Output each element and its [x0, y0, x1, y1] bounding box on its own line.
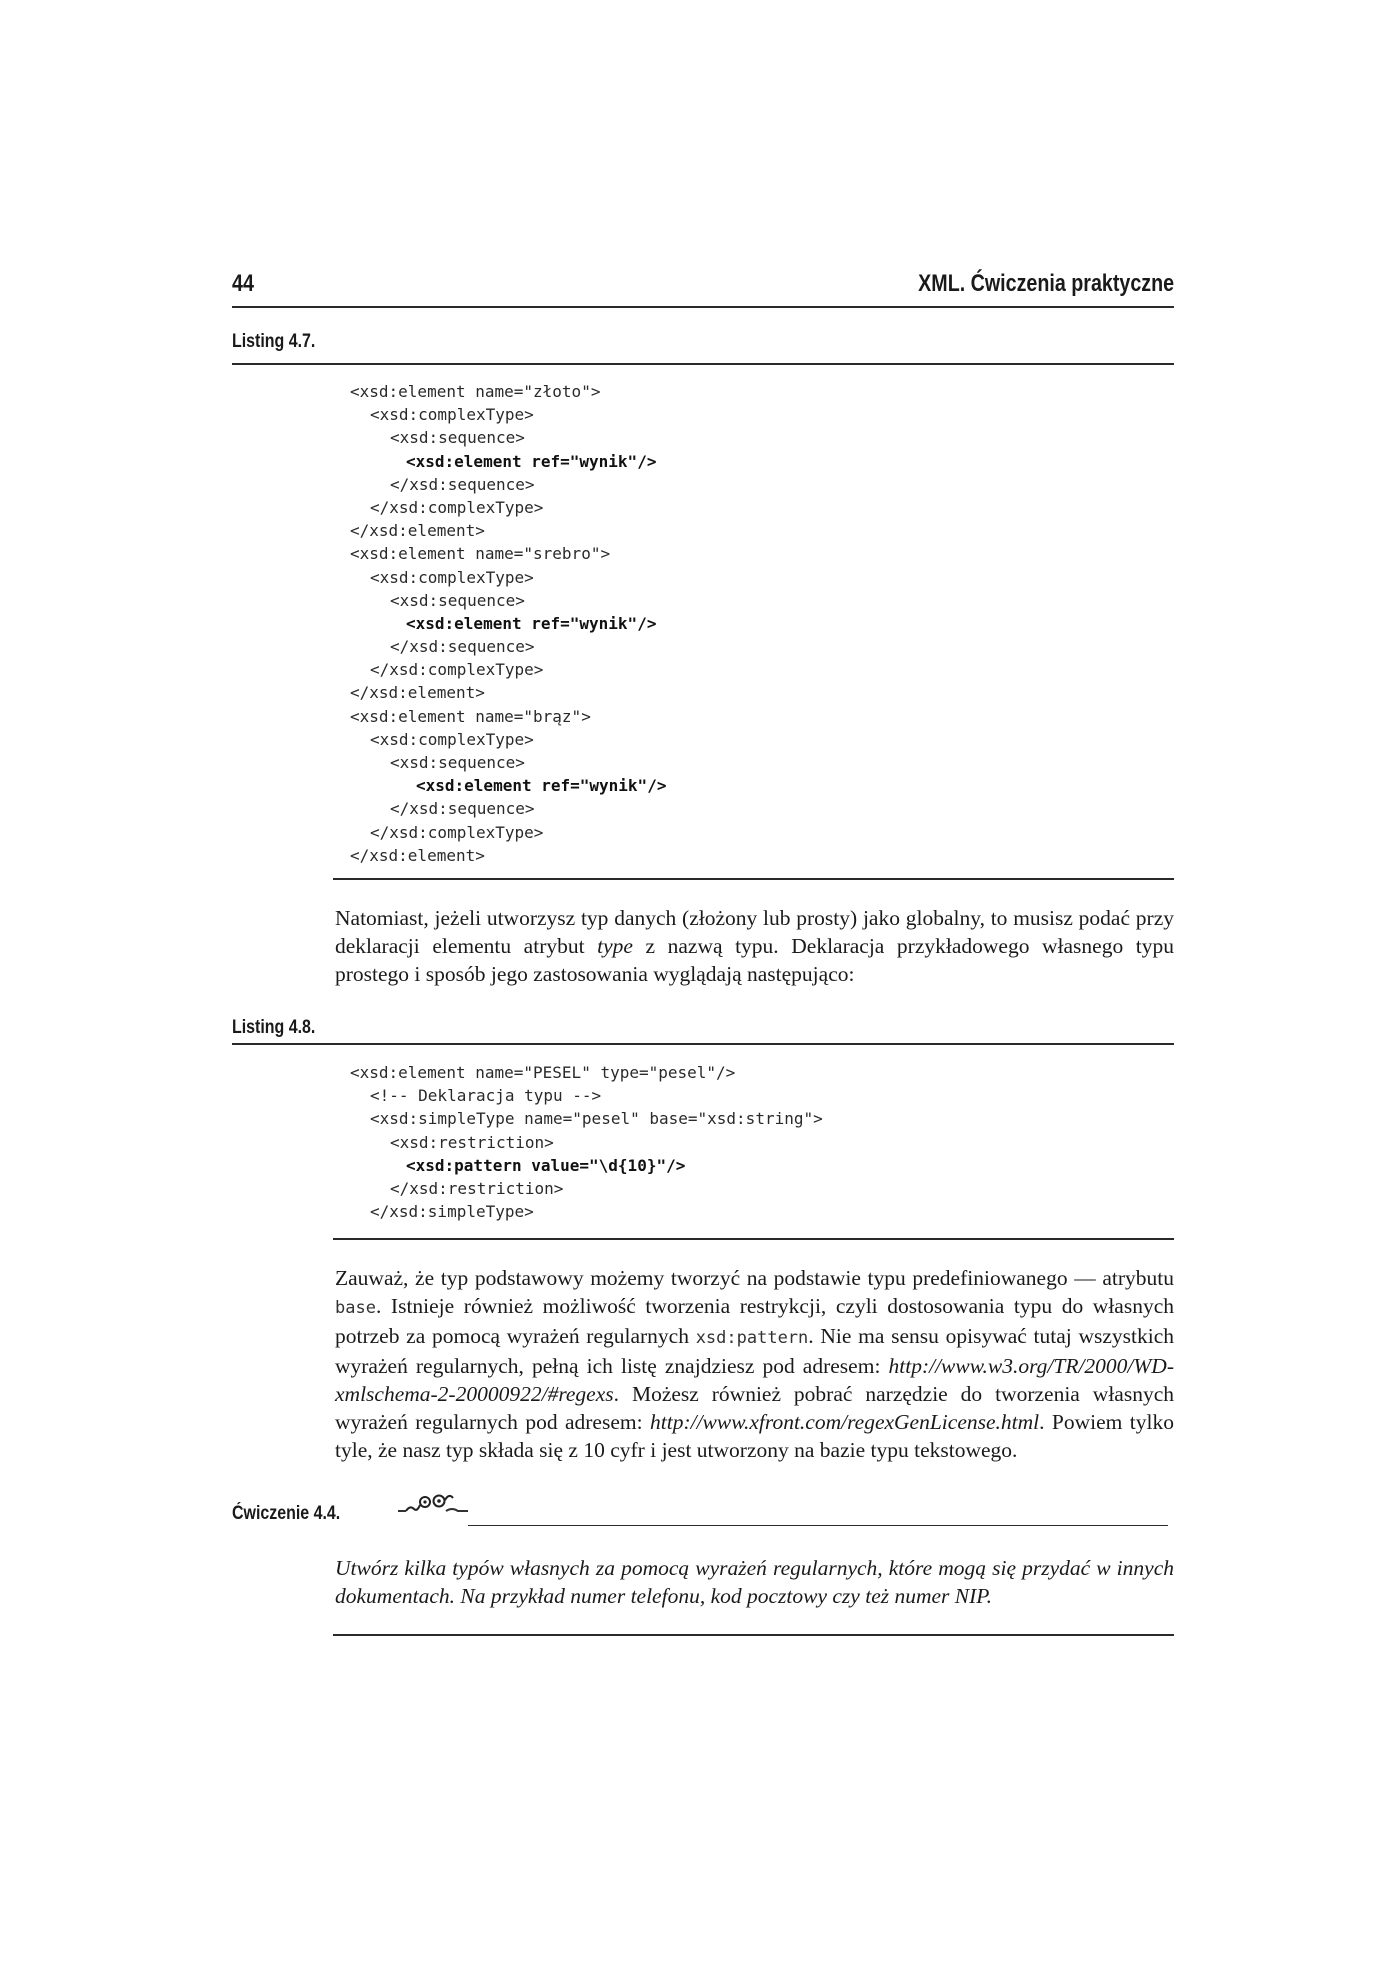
- listing-4-7-label: Listing 4.7.: [232, 331, 316, 352]
- code-line: <xsd:complexType>: [370, 567, 534, 587]
- inline-code: xsd:pattern: [695, 1328, 809, 1348]
- listing-4-7-top-rule: [232, 363, 1174, 365]
- code-line: </xsd:sequence>: [390, 474, 535, 494]
- code-line: <xsd:element name="PESEL" type="pesel"/>: [350, 1063, 736, 1082]
- code-line: </xsd:sequence>: [390, 637, 535, 657]
- exercise-4-4-bottom-rule: [333, 1634, 1174, 1636]
- running-header: [232, 270, 1174, 308]
- code-line: <xsd:sequence>: [390, 753, 525, 772]
- code-line: </xsd:sequence>: [390, 799, 535, 819]
- code-line: <!-- Deklaracja typu -->: [370, 1086, 602, 1106]
- code-line: <xsd:sequence>: [390, 590, 525, 610]
- inline-code: base: [335, 1298, 376, 1318]
- type-attribute-term: type: [597, 934, 633, 958]
- code-line: </xsd:element>: [350, 845, 485, 865]
- listing-4-8-code: [350, 1061, 823, 1223]
- paragraph-text: Zauważ, że typ podstawowy możemy tworzyć na podstawie typu predefiniowanego — atrybutu: [335, 1266, 1174, 1290]
- code-line: </xsd:complexType>: [370, 822, 544, 842]
- body-paragraph: [335, 1264, 1174, 1464]
- code-line: </xsd:element>: [350, 521, 485, 541]
- code-line: <xsd:pattern value="\d{10}"/>: [406, 1155, 686, 1175]
- url-link[interactable]: http://www.xfront.com/regexGenLicense.html: [650, 1410, 1040, 1434]
- paragraph-text: . Powiem tylko tyle, że nasz typ składa się z 10 cyfr i jest utworzony na bazie typu tekstowego.: [335, 1410, 1174, 1462]
- code-line: <xsd:element ref="wynik"/>: [406, 451, 657, 471]
- code-line: </xsd:element>: [350, 683, 485, 703]
- code-line: <xsd:element name="brąz">: [350, 706, 591, 726]
- code-line: <xsd:sequence>: [390, 428, 525, 448]
- paragraph-text: . Istnieje również możliwość tworzenia restrykcji, czyli dostosowania typu do własnych potrzeb za pomocą wyrażeń regularnych: [335, 1294, 1174, 1348]
- code-line: <xsd:restriction>: [390, 1132, 554, 1152]
- exercise-4-4-text: Utwórz kilka typów własnych za pomocą wyrażeń regularnych, które mogą się przydać w innych dokumentach. Na przykład numer telefonu, kod pocztowy czy też numer NIP.: [335, 1556, 1174, 1608]
- listing-4-8-top-rule: [232, 1043, 1174, 1045]
- code-line: <xsd:element name="srebro">: [350, 544, 611, 564]
- exercise-4-4-top-rule: [468, 1525, 1168, 1526]
- code-line: <xsd:element ref="wynik"/>: [406, 613, 657, 633]
- code-line: </xsd:simpleType>: [370, 1202, 534, 1222]
- url-link[interactable]: http://www.w3.org/TR/2000/WD-xmlschema-2-20000922/#regexs: [335, 1354, 1174, 1406]
- code-line: </xsd:restriction>: [390, 1178, 564, 1198]
- exercise-ornament-icon: [398, 1489, 468, 1515]
- page-number: 44: [232, 270, 254, 297]
- paragraph-text: . Nie ma sensu opisywać tutaj wszystkich wyrażeń regularnych, pełną ich listę znajdziesz pod adresem:: [335, 1324, 1174, 1378]
- code-line: <xsd:simpleType name="pesel" base="xsd:string">: [370, 1109, 823, 1129]
- listing-4-7-code: [350, 380, 666, 867]
- exercise-4-4-label: Ćwiczenie 4.4.: [232, 1503, 341, 1524]
- code-line: <xsd:element name="złoto">: [350, 382, 601, 401]
- listing-4-8-label: Listing 4.8.: [232, 1017, 316, 1038]
- code-line: <xsd:complexType>: [370, 729, 534, 749]
- code-line: </xsd:complexType>: [370, 497, 544, 517]
- book-title: XML. Ćwiczenia praktyczne: [918, 270, 1174, 297]
- listing-4-8-bottom-rule: [333, 1238, 1174, 1240]
- paragraph-text: . Możesz również pobrać narzędzie do tworzenia własnych wyrażeń regularnych pod adresem:: [335, 1382, 1174, 1434]
- paragraph-text: Natomiast, jeżeli utworzysz typ danych (złożony lub prosty) jako globalny, to musisz podać przy deklaracji elementu atrybut: [335, 906, 1174, 958]
- code-line: <xsd:element ref="wynik"/>: [416, 776, 667, 796]
- code-line: </xsd:complexType>: [370, 660, 544, 680]
- code-line: <xsd:complexType>: [370, 405, 534, 425]
- paragraph-text: z nazwą typu. Deklaracja przykładowego własnego typu prostego i sposób jego zastosowania wyglądają następująco:: [335, 934, 1174, 986]
- listing-4-7-bottom-rule: [333, 878, 1174, 880]
- body-paragraph: [335, 904, 1174, 988]
